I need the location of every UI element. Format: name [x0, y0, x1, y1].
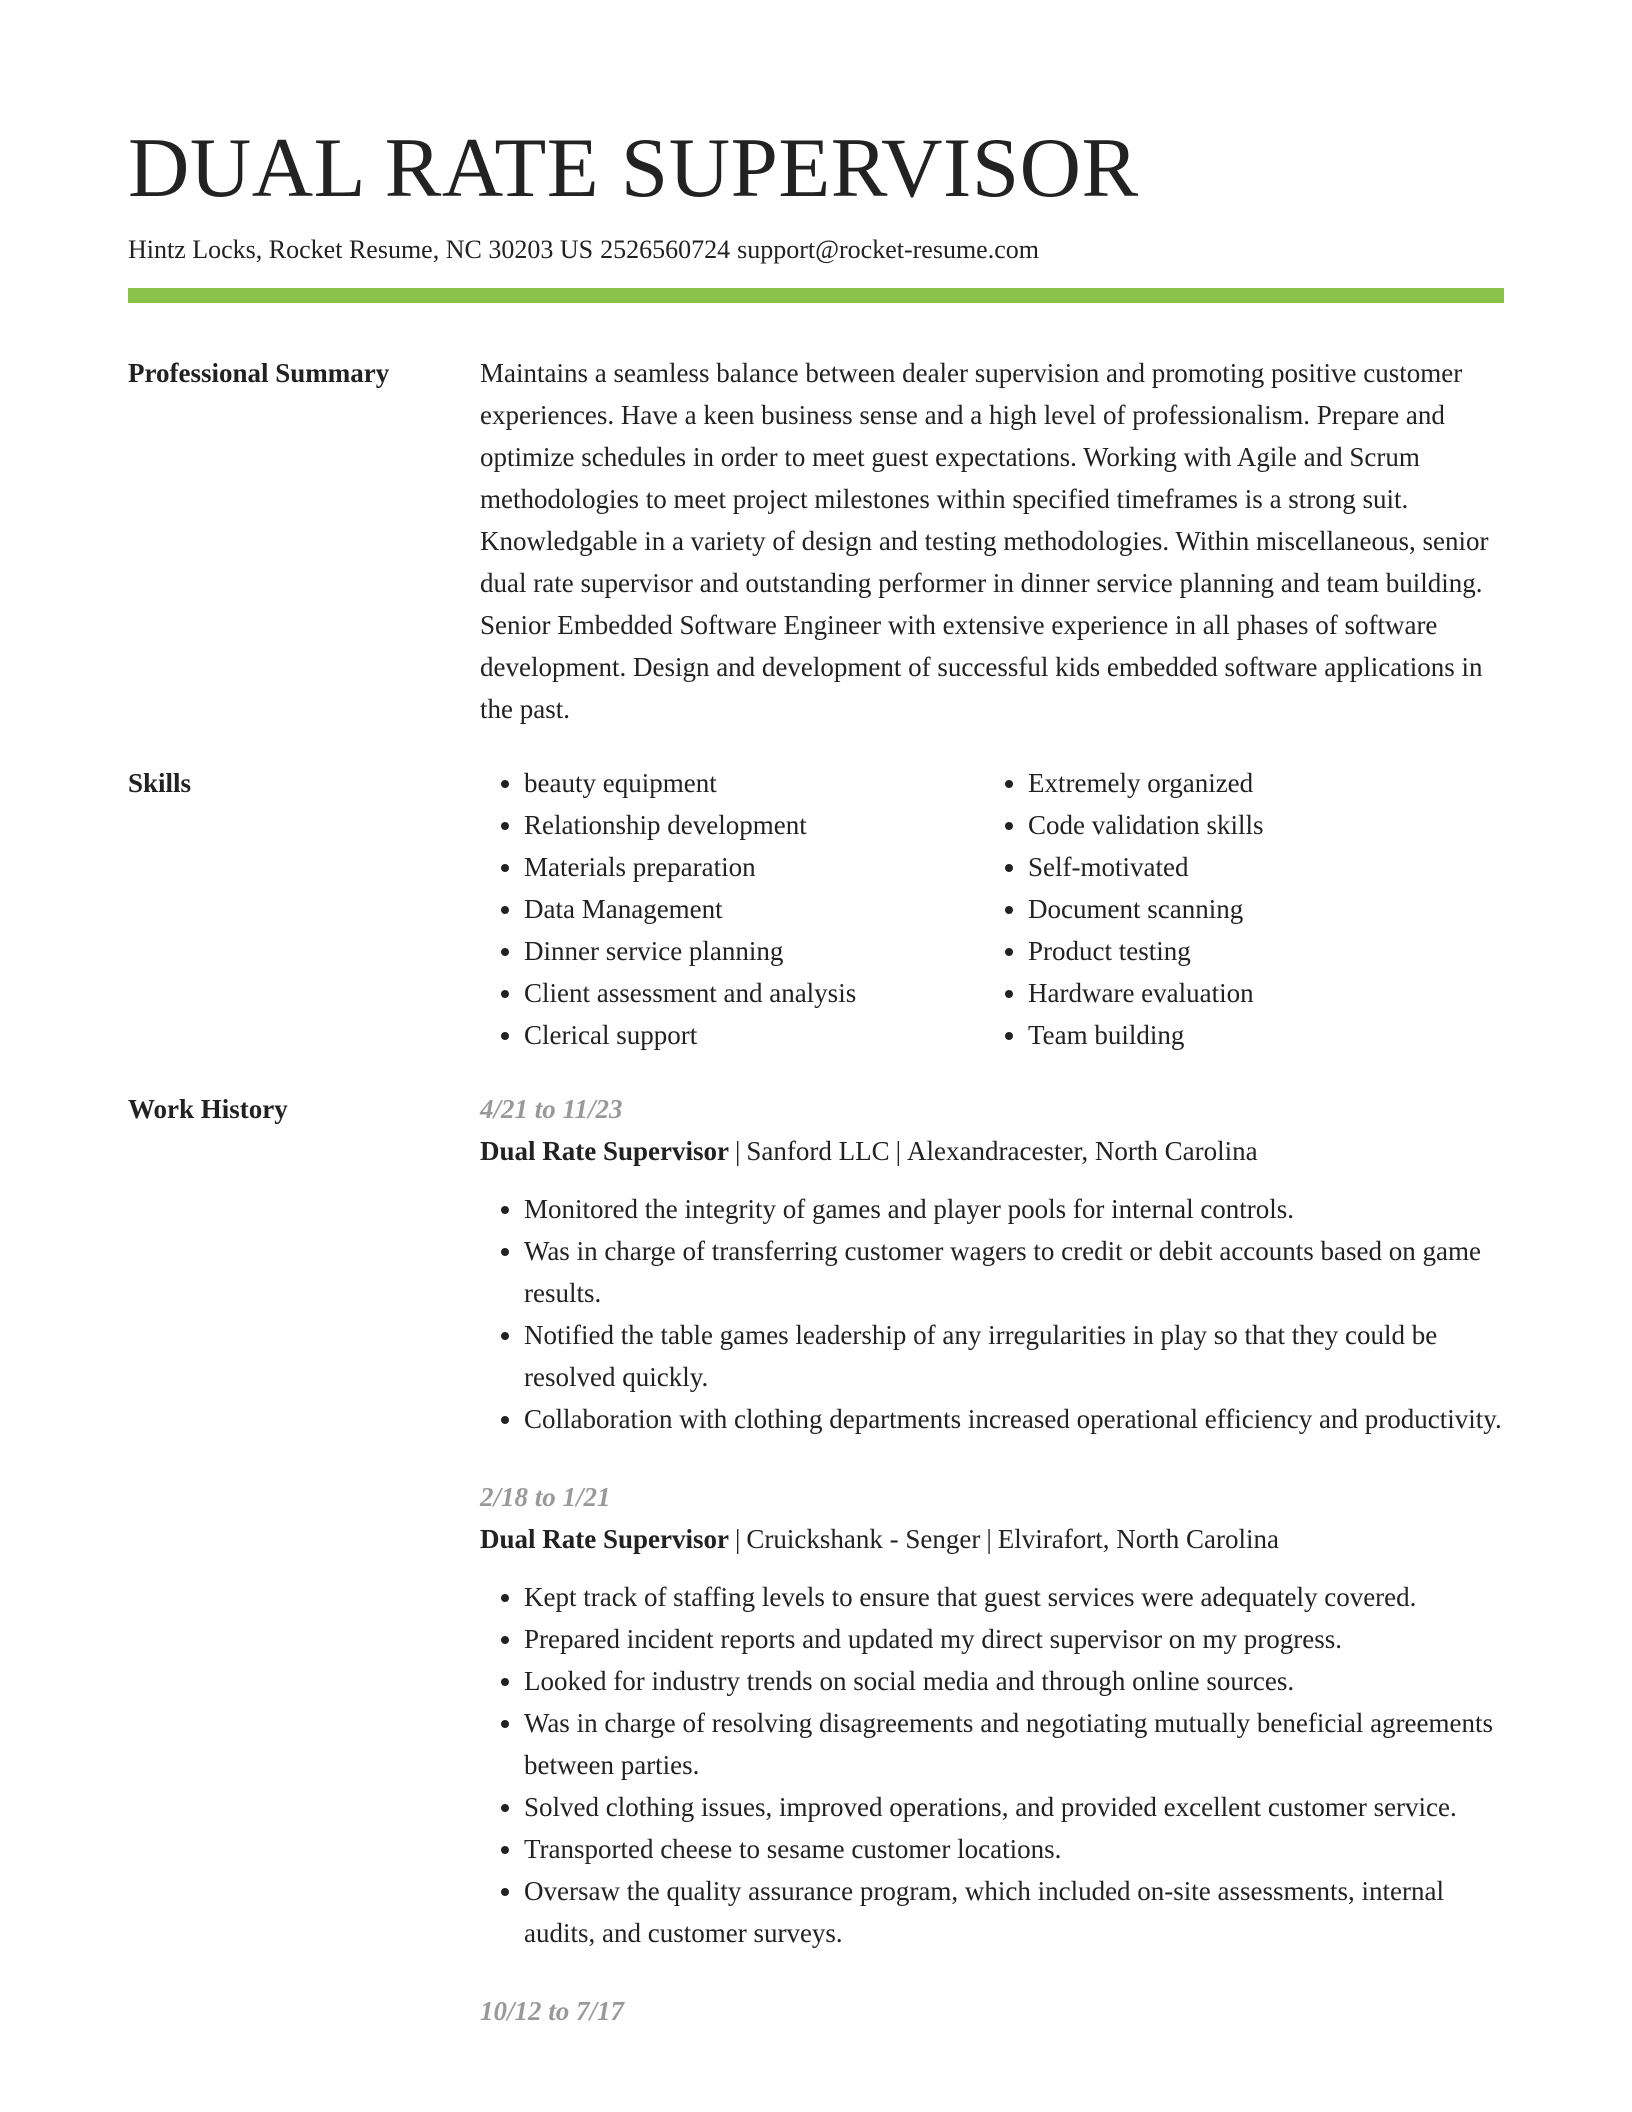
skill-item: • Relationship development [524, 804, 984, 846]
job-bullet: • Monitored the integrity of games and player pools for internal controls. [524, 1188, 1504, 1230]
job-bullets [480, 1576, 1504, 1954]
summary-text: Maintains a seamless balance between dealer supervision and promoting positive customer experiences. Have a keen business sense and a high level of professionalism. Prepare and optimize schedules in order to meet guest expectations. Working with Agile and Scrum methodologies to meet project milestones within specified timeframes is a strong suit. Knowledgable in a variety of design and testing methodologies. Within miscellaneous, senior dual rate supervisor and outstanding performer in dinner service planning and team building. Senior Embedded Software Engineer with extensive experience in all phases of software development. Design and development of successful kids embedded software applications in the past. [480, 358, 1489, 724]
job-bullet: • Was in charge of resolving disagreements and negotiating mutually beneficial agreements between parties. [524, 1702, 1504, 1786]
skill-item: • Dinner service planning [524, 930, 984, 972]
job-dates: 2/18 to 1/21 [480, 1482, 611, 1512]
resume-name: DUAL RATE SUPERVISOR [128, 121, 1139, 215]
skill-item: • beauty equipment [524, 762, 984, 804]
job-company: Cruickshank - Senger [746, 1524, 981, 1554]
skill-item: • Materials preparation [524, 846, 984, 888]
skills-heading: Skills [128, 768, 192, 798]
job-bullet: • Transported cheese to sesame customer locations. [524, 1828, 1504, 1870]
summary-heading: Professional Summary [128, 358, 390, 388]
skills-section [128, 762, 1504, 1056]
job-bullet: • Prepared incident reports and updated my direct supervisor on my progress. [524, 1618, 1504, 1660]
skill-item: • Product testing [1028, 930, 1488, 972]
contact-email[interactable]: support@rocket-resume.com [737, 235, 1039, 264]
job-header [480, 1518, 1504, 1560]
skill-item: • Data Management [524, 888, 984, 930]
job-bullet: • Was in charge of transferring customer wagers to credit or debit accounts based on game results. [524, 1230, 1504, 1314]
contact-phone: 2526560724 [600, 235, 731, 264]
job-separator: | [735, 1524, 741, 1554]
skill-item: • Hardware evaluation [1028, 972, 1488, 1014]
job-bullet: • Looked for industry trends on social media and through online sources. [524, 1660, 1504, 1702]
skills-list-right [984, 762, 1488, 1056]
skill-item: • Extremely organized [1028, 762, 1488, 804]
job-bullet: • Notified the table games leadership of any irregularities in play so that they could be resolved quickly. [524, 1314, 1504, 1398]
skill-item: • Document scanning [1028, 888, 1488, 930]
job-bullet: • Oversaw the quality assurance program, which included on-site assessments, internal audits, and customer surveys. [524, 1870, 1504, 1954]
job-dates: 10/12 to 7/17 [480, 1996, 625, 2026]
job-separator: | [895, 1136, 902, 1166]
accent-divider [128, 288, 1504, 303]
job-separator: | [986, 1524, 992, 1554]
job-bullets [480, 1188, 1504, 1440]
work-history-section [128, 1088, 1504, 2068]
job-location: Alexandracester, North Carolina [907, 1136, 1258, 1166]
contact-address: Hintz Locks, Rocket Resume, NC 30203 US [128, 235, 594, 264]
work-history-body [480, 1088, 1504, 2068]
job-separator: | [735, 1136, 741, 1166]
job-bullet: • Solved clothing issues, improved operations, and provided excellent customer service. [524, 1786, 1504, 1828]
skills-list-left [480, 762, 984, 1056]
job-company: Sanford LLC [746, 1136, 890, 1166]
job-bullet: • Collaboration with clothing departments increased operational efficiency and productivity. [524, 1398, 1504, 1440]
work-history-heading: Work History [128, 1094, 288, 1124]
job-header [480, 1130, 1504, 1172]
job-dates: 4/21 to 11/23 [480, 1094, 623, 1124]
skill-item: • Code validation skills [1028, 804, 1488, 846]
job-bullet: • Kept track of staffing levels to ensure that guest services were adequately covered. [524, 1576, 1504, 1618]
skill-item: • Team building [1028, 1014, 1488, 1056]
job-entry [480, 1476, 1504, 1954]
resume-page [128, 118, 1504, 2068]
summary-section [128, 352, 1504, 730]
skill-item: • Client assessment and analysis [524, 972, 984, 1014]
job-title: Dual Rate Supervisor [480, 1524, 729, 1554]
skill-item: • Clerical support [524, 1014, 984, 1056]
contact-line [128, 232, 1504, 268]
job-entry [480, 1990, 1504, 2032]
job-location: Elvirafort, North Carolina [997, 1524, 1279, 1554]
skills-columns [480, 762, 1504, 1056]
job-entry [480, 1088, 1504, 1440]
job-title: Dual Rate Supervisor [480, 1136, 729, 1166]
skill-item: • Self-motivated [1028, 846, 1488, 888]
